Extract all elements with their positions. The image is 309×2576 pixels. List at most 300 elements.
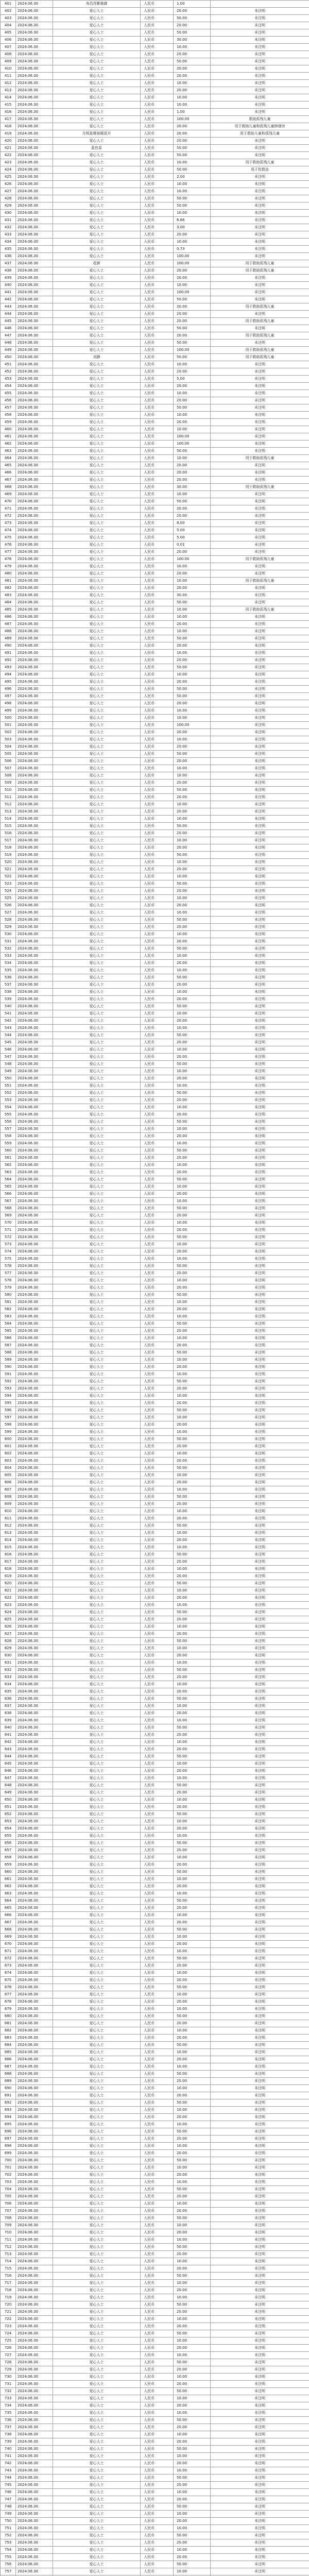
table-row	[1, 2503, 309, 2511]
row-number-cell: 559	[1, 1140, 16, 1147]
row-number-cell: 416	[1, 109, 16, 116]
table-row	[1, 2136, 309, 2143]
amount-cell: 20.00	[174, 73, 211, 80]
currency-cell: 人民币	[141, 657, 174, 664]
note-cell: 未注明	[211, 859, 309, 866]
currency-cell: 人民币	[141, 816, 174, 823]
row-number-cell: 538	[1, 989, 16, 996]
row-number-cell: 459	[1, 419, 16, 426]
note-cell: 未注明	[211, 2027, 309, 2035]
currency-cell: 人民币	[141, 2532, 174, 2539]
amount-cell: 50.00	[174, 787, 211, 794]
currency-cell: 人民币	[141, 455, 174, 462]
donation-date-cell: 2024.06.30	[16, 1219, 53, 1227]
currency-cell: 人民币	[141, 2489, 174, 2496]
donor-name-cell: 爱心人士	[53, 376, 141, 383]
note-cell: 未注明	[211, 534, 309, 541]
currency-cell: 人民币	[141, 340, 174, 347]
table-row	[1, 945, 309, 953]
amount-cell: 50.00	[174, 2417, 211, 2424]
donation-date-cell: 2024.06.30	[16, 2157, 53, 2164]
donor-name-cell: 爱心人士	[53, 2525, 141, 2532]
donor-name-cell: 爱心人士	[53, 873, 141, 880]
row-number-cell: 632	[1, 1667, 16, 1674]
currency-cell: 人民币	[141, 592, 174, 599]
amount-cell: 50.00	[174, 296, 211, 303]
amount-cell: 50.00	[174, 1667, 211, 1674]
currency-cell: 人民币	[141, 15, 174, 22]
donation-date-cell: 2024.06.30	[16, 1212, 53, 1219]
donation-date-cell: 2024.06.30	[16, 1811, 53, 1818]
donor-name-cell: 爱心人士	[53, 1861, 141, 1869]
row-number-cell: 669	[1, 1934, 16, 1941]
amount-cell: 10.00	[174, 188, 211, 195]
row-number-cell: 578	[1, 1277, 16, 1284]
donor-name-cell: 爱心人士	[53, 311, 141, 318]
amount-cell: 20.00	[174, 808, 211, 816]
amount-cell: 50.00	[174, 2244, 211, 2251]
donor-name-cell: 爱心人士	[53, 1732, 141, 1739]
table-row	[1, 1205, 309, 1212]
table-row	[1, 1551, 309, 1558]
table-row	[1, 585, 309, 592]
donation-date-cell: 2024.06.30	[16, 1724, 53, 1732]
row-number-cell: 664	[1, 1897, 16, 1905]
row-number-cell: 647	[1, 1775, 16, 1782]
currency-cell: 人民币	[141, 1385, 174, 1393]
donation-date-cell: 2024.06.30	[16, 1753, 53, 1760]
amount-cell: 50.00	[174, 145, 211, 152]
note-cell: 未注明	[211, 1696, 309, 1703]
row-number-cell: 418	[1, 123, 16, 130]
donor-name-cell: 爱心人士	[53, 700, 141, 707]
row-number-cell: 605	[1, 1472, 16, 1479]
currency-cell: 人民币	[141, 1183, 174, 1191]
currency-cell: 人民币	[141, 2345, 174, 2352]
row-number-cell: 694	[1, 2114, 16, 2121]
donation-date-cell: 2024.06.30	[16, 2345, 53, 2352]
donor-name-cell: 爱心人士	[53, 859, 141, 866]
currency-cell: 人民币	[141, 1797, 174, 1804]
amount-cell: 10.00	[174, 2547, 211, 2554]
row-number-cell: 745	[1, 2482, 16, 2489]
donor-name-cell: 爱心人士	[53, 902, 141, 909]
donor-name-cell: 爱心人士	[53, 1018, 141, 1025]
table-row	[1, 383, 309, 390]
amount-cell: 20.00	[174, 1941, 211, 1948]
donor-name-cell: 爱心人士	[53, 1147, 141, 1155]
table-row	[1, 592, 309, 599]
donation-date-cell: 2024.06.30	[16, 1191, 53, 1198]
donor-name-cell: 爱心人士	[53, 2467, 141, 2475]
currency-cell: 人民币	[141, 931, 174, 938]
amount-cell: 50.00	[174, 2561, 211, 2568]
currency-cell: 人民币	[141, 1501, 174, 1508]
currency-cell: 人民币	[141, 2273, 174, 2280]
note-cell: 未注明	[211, 2099, 309, 2107]
donation-date-cell: 2024.06.30	[16, 2417, 53, 2424]
row-number-cell: 451	[1, 361, 16, 368]
row-number-cell: 601	[1, 1443, 16, 1450]
note-cell: 未注明	[211, 2482, 309, 2489]
note-cell: 未注明	[211, 1155, 309, 1162]
donation-date-cell: 2024.06.30	[16, 2071, 53, 2078]
donor-name-cell: 爱心人士	[53, 671, 141, 679]
amount-cell: 20.00	[174, 1328, 211, 1335]
amount-cell: 50.00	[174, 2388, 211, 2395]
table-row	[1, 484, 309, 491]
donation-date-cell: 2024.06.30	[16, 830, 53, 837]
donation-date-cell: 2024.06.30	[16, 1494, 53, 1501]
amount-cell: 20.00	[174, 2323, 211, 2330]
donation-date-cell: 2024.06.30	[16, 1955, 53, 1962]
amount-cell: 10.00	[174, 2258, 211, 2265]
table-row	[1, 2547, 309, 2554]
currency-cell: 人民币	[141, 1357, 174, 1364]
donation-date-cell: 2024.06.30	[16, 953, 53, 960]
note-cell: 未注明	[211, 1205, 309, 1212]
currency-cell: 人民币	[141, 1335, 174, 1342]
amount-cell: 100.00	[174, 722, 211, 729]
table-row	[1, 462, 309, 469]
donation-date-cell: 2024.06.30	[16, 2244, 53, 2251]
donation-date-cell: 2024.06.30	[16, 94, 53, 101]
donation-date-cell: 2024.06.30	[16, 1068, 53, 1075]
currency-cell: 人民币	[141, 599, 174, 606]
table-row	[1, 2164, 309, 2172]
currency-cell: 人民币	[141, 1659, 174, 1667]
table-row	[1, 2568, 309, 2575]
amount-cell: 20.00	[174, 1688, 211, 1696]
donor-name-cell: 爱心人士	[53, 1126, 141, 1133]
currency-cell: 人民币	[141, 2035, 174, 2042]
table-row	[1, 1501, 309, 1508]
table-row	[1, 340, 309, 347]
table-row	[1, 2496, 309, 2503]
table-row	[1, 1263, 309, 1270]
note-cell: 未注明	[211, 1479, 309, 1486]
currency-cell: 人民币	[141, 174, 174, 181]
amount-cell: 20.00	[174, 1075, 211, 1082]
donor-name-cell: 爱心人士	[53, 614, 141, 621]
amount-cell: 20.00	[174, 1364, 211, 1371]
amount-cell: 20.00	[174, 2424, 211, 2431]
amount-cell: 50.00	[174, 1840, 211, 1847]
row-number-cell: 590	[1, 1364, 16, 1371]
note-cell: 未注明	[211, 1429, 309, 1436]
table-row	[1, 2006, 309, 2013]
note-cell: 未注明	[211, 585, 309, 592]
currency-cell: 人民币	[141, 1984, 174, 1991]
amount-cell: 50.00	[174, 1955, 211, 1962]
donation-date-cell: 2024.06.30	[16, 1277, 53, 1284]
row-number-cell: 503	[1, 736, 16, 743]
currency-cell: 人民币	[141, 1090, 174, 1097]
note-cell: 未注明	[211, 498, 309, 505]
table-row	[1, 1212, 309, 1219]
row-number-cell: 592	[1, 1378, 16, 1385]
row-number-cell: 595	[1, 1400, 16, 1407]
row-number-cell: 536	[1, 974, 16, 981]
note-cell: 未注明	[211, 1674, 309, 1681]
donor-name-cell: 爱心人士	[53, 1385, 141, 1393]
donation-date-cell: 2024.06.30	[16, 808, 53, 816]
donor-name-cell: 爱心人士	[53, 1162, 141, 1169]
note-cell: 未注明	[211, 2352, 309, 2359]
amount-cell: 20.00	[174, 2092, 211, 2099]
currency-cell: 人民币	[141, 138, 174, 145]
note-cell: 未注明	[211, 1825, 309, 1833]
note-cell: 未注明	[211, 2395, 309, 2402]
donation-date-cell: 2024.06.30	[16, 58, 53, 65]
donor-name-cell: 爱心人士	[53, 404, 141, 412]
donation-date-cell: 2024.06.30	[16, 1306, 53, 1313]
donor-name-cell: 爱心人士	[53, 462, 141, 469]
table-row	[1, 2489, 309, 2496]
row-number-cell: 511	[1, 794, 16, 801]
table-row	[1, 2352, 309, 2359]
donation-date-cell: 2024.06.30	[16, 1948, 53, 1955]
table-row	[1, 2525, 309, 2532]
currency-cell: 人民币	[141, 477, 174, 484]
currency-cell: 人民币	[141, 852, 174, 859]
donation-date-cell: 2024.06.30	[16, 1205, 53, 1212]
row-number-cell: 478	[1, 556, 16, 563]
currency-cell: 人民币	[141, 700, 174, 707]
table-row	[1, 2251, 309, 2258]
currency-cell: 人民币	[141, 217, 174, 224]
amount-cell: 20.00	[174, 1443, 211, 1450]
row-number-cell: 568	[1, 1205, 16, 1212]
amount-cell: 20.00	[174, 642, 211, 650]
row-number-cell: 544	[1, 1032, 16, 1039]
row-number-cell: 645	[1, 1760, 16, 1768]
currency-cell: 人民币	[141, 1703, 174, 1710]
table-row	[1, 549, 309, 556]
donor-name-cell: 爱心人士	[53, 693, 141, 700]
note-cell: 未注明	[211, 931, 309, 938]
row-number-cell: 469	[1, 491, 16, 498]
donation-date-cell: 2024.06.30	[16, 628, 53, 635]
table-row	[1, 1941, 309, 1948]
note-cell: 未注明	[211, 505, 309, 513]
donor-name-cell: 爱心人士	[53, 707, 141, 715]
donor-name-cell: 爱心人士	[53, 2027, 141, 2035]
table-row	[1, 1068, 309, 1075]
table-row	[1, 22, 309, 29]
currency-cell: 人民币	[141, 2143, 174, 2150]
note-cell: 未注明	[211, 563, 309, 570]
currency-cell: 人民币	[141, 22, 174, 29]
amount-cell: 10.00	[174, 2200, 211, 2208]
row-number-cell: 678	[1, 1998, 16, 2006]
donor-name-cell: 爱心人士	[53, 2359, 141, 2366]
currency-cell: 人民币	[141, 1025, 174, 1032]
note-cell: 未注明	[211, 1486, 309, 1494]
donor-name-cell: 爱心人士	[53, 989, 141, 996]
donation-date-cell: 2024.06.30	[16, 2431, 53, 2438]
note-cell: 未注明	[211, 1046, 309, 1054]
currency-cell: 人民币	[141, 419, 174, 426]
donor-name-cell: 爱心人士	[53, 1789, 141, 1797]
table-row	[1, 1241, 309, 1248]
currency-cell: 人民币	[141, 664, 174, 671]
currency-cell: 人民币	[141, 1840, 174, 1847]
note-cell: 未注明	[211, 1068, 309, 1075]
amount-cell: 10.00	[174, 181, 211, 188]
note-cell: 未注明	[211, 1609, 309, 1616]
donor-name-cell: 爱心人士	[53, 2388, 141, 2395]
amount-cell: 10.00	[174, 2374, 211, 2381]
note-cell: 未注明	[211, 599, 309, 606]
note-cell: 未注明	[211, 2460, 309, 2467]
currency-cell: 人民币	[141, 1378, 174, 1385]
currency-cell: 人民币	[141, 152, 174, 159]
table-row	[1, 1919, 309, 1926]
row-number-cell: 563	[1, 1169, 16, 1176]
donor-name-cell: 爱心人士	[53, 2222, 141, 2229]
donation-date-cell: 2024.06.30	[16, 758, 53, 765]
donation-date-cell: 2024.06.30	[16, 2280, 53, 2287]
donation-date-cell: 2024.06.30	[16, 2453, 53, 2460]
currency-cell: 人民币	[141, 1494, 174, 1501]
donor-name-cell: 爱心人士	[53, 888, 141, 895]
row-number-cell: 442	[1, 296, 16, 303]
currency-cell: 人民币	[141, 722, 174, 729]
row-number-cell: 738	[1, 2431, 16, 2438]
table-row	[1, 2244, 309, 2251]
note-cell: 未注明	[211, 376, 309, 383]
currency-cell: 人民币	[141, 1003, 174, 1010]
currency-cell: 人民币	[141, 2561, 174, 2568]
currency-cell: 人民币	[141, 1602, 174, 1609]
donor-name-cell: 爱心人士	[53, 2208, 141, 2215]
donor-name-cell: 爱心人士	[53, 2496, 141, 2503]
currency-cell: 人民币	[141, 679, 174, 686]
note-cell: 未注明	[211, 2200, 309, 2208]
currency-cell: 人民币	[141, 2388, 174, 2395]
amount-cell: 10.00	[174, 210, 211, 217]
donation-date-cell: 2024.06.30	[16, 253, 53, 260]
row-number-cell: 622	[1, 1595, 16, 1602]
currency-cell: 人民币	[141, 1075, 174, 1082]
row-number-cell: 509	[1, 779, 16, 787]
currency-cell: 人民币	[141, 1515, 174, 1522]
row-number-cell: 506	[1, 758, 16, 765]
amount-cell: 10.00	[174, 837, 211, 844]
table-row	[1, 1292, 309, 1299]
donation-date-cell: 2024.06.30	[16, 101, 53, 109]
donor-name-cell: 爱心人士	[53, 332, 141, 340]
amount-cell: 10.00	[174, 2063, 211, 2071]
donor-name-cell: 爱心人士	[53, 2013, 141, 2020]
currency-cell: 人民币	[141, 2496, 174, 2503]
note-cell: 未注明	[211, 2402, 309, 2410]
table-row	[1, 1328, 309, 1335]
table-row	[1, 1227, 309, 1234]
table-row	[1, 325, 309, 332]
donor-name-cell: 爱心人士	[53, 2056, 141, 2063]
donor-name-cell: 爱心人士	[53, 1429, 141, 1436]
currency-cell: 人民币	[141, 1277, 174, 1284]
row-number-cell: 691	[1, 2092, 16, 2099]
currency-cell: 人民币	[141, 2417, 174, 2424]
currency-cell: 人民币	[141, 729, 174, 736]
amount-cell: 10.00	[174, 1681, 211, 1688]
currency-cell: 人民币	[141, 830, 174, 837]
amount-cell: 100.00	[174, 347, 211, 354]
currency-cell: 人民币	[141, 2215, 174, 2222]
donor-name-cell: 爱心人士	[53, 202, 141, 210]
donor-name-cell: 爱心人士	[53, 195, 141, 202]
note-cell: 未注明	[211, 51, 309, 58]
row-number-cell: 495	[1, 679, 16, 686]
currency-cell: 人民币	[141, 859, 174, 866]
donation-date-cell: 2024.06.30	[16, 498, 53, 505]
donor-name-cell: 爱心人士	[53, 1775, 141, 1782]
donor-name-cell: 爱心人士	[53, 469, 141, 477]
row-number-cell: 621	[1, 1587, 16, 1595]
note-cell: 未注明	[211, 1775, 309, 1782]
amount-cell: 20.00	[174, 2265, 211, 2273]
donation-date-cell: 2024.06.30	[16, 448, 53, 455]
currency-cell: 人民币	[141, 1667, 174, 1674]
donation-date-cell: 2024.06.30	[16, 1833, 53, 1840]
row-number-cell: 515	[1, 823, 16, 830]
currency-cell: 人民币	[141, 1212, 174, 1219]
row-number-cell: 424	[1, 166, 16, 174]
note-cell: 未注明	[211, 1897, 309, 1905]
note-cell: 未注明	[211, 801, 309, 808]
table-row	[1, 1775, 309, 1782]
amount-cell: 20.00	[174, 505, 211, 513]
row-number-cell: 624	[1, 1609, 16, 1616]
donation-date-cell: 2024.06.30	[16, 505, 53, 513]
amount-cell: 20.00	[174, 1248, 211, 1256]
table-row	[1, 1746, 309, 1753]
amount-cell: 20.00	[174, 1537, 211, 1544]
row-number-cell: 682	[1, 2027, 16, 2035]
note-cell: 未注明	[211, 1861, 309, 1869]
currency-cell: 人民币	[141, 80, 174, 87]
currency-cell: 人民币	[141, 1905, 174, 1912]
table-row	[1, 974, 309, 981]
note-cell: 未注明	[211, 152, 309, 159]
amount-cell: 10.00	[174, 671, 211, 679]
currency-cell: 人民币	[141, 2013, 174, 2020]
currency-cell: 人民币	[141, 1472, 174, 1479]
table-row	[1, 2431, 309, 2438]
amount-cell: 10.00	[174, 1659, 211, 1667]
note-cell: 未注明	[211, 2258, 309, 2265]
table-row	[1, 1443, 309, 1450]
row-number-cell: 508	[1, 772, 16, 779]
donor-name-cell: 爱心人士	[53, 1479, 141, 1486]
amount-cell: 50.00	[174, 2157, 211, 2164]
donor-name-cell: 爱心人士	[53, 1494, 141, 1501]
row-number-cell: 452	[1, 368, 16, 376]
currency-cell: 人民币	[141, 758, 174, 765]
amount-cell: 20.00	[174, 1847, 211, 1854]
row-number-cell: 479	[1, 563, 16, 570]
note-cell: 未注明	[211, 1869, 309, 1876]
amount-cell: 20.00	[174, 844, 211, 852]
table-row	[1, 1869, 309, 1876]
note-cell: 未注明	[211, 751, 309, 758]
donation-date-cell: 2024.06.30	[16, 765, 53, 772]
row-number-cell: 684	[1, 2042, 16, 2049]
amount-cell: 50.00	[174, 2503, 211, 2511]
